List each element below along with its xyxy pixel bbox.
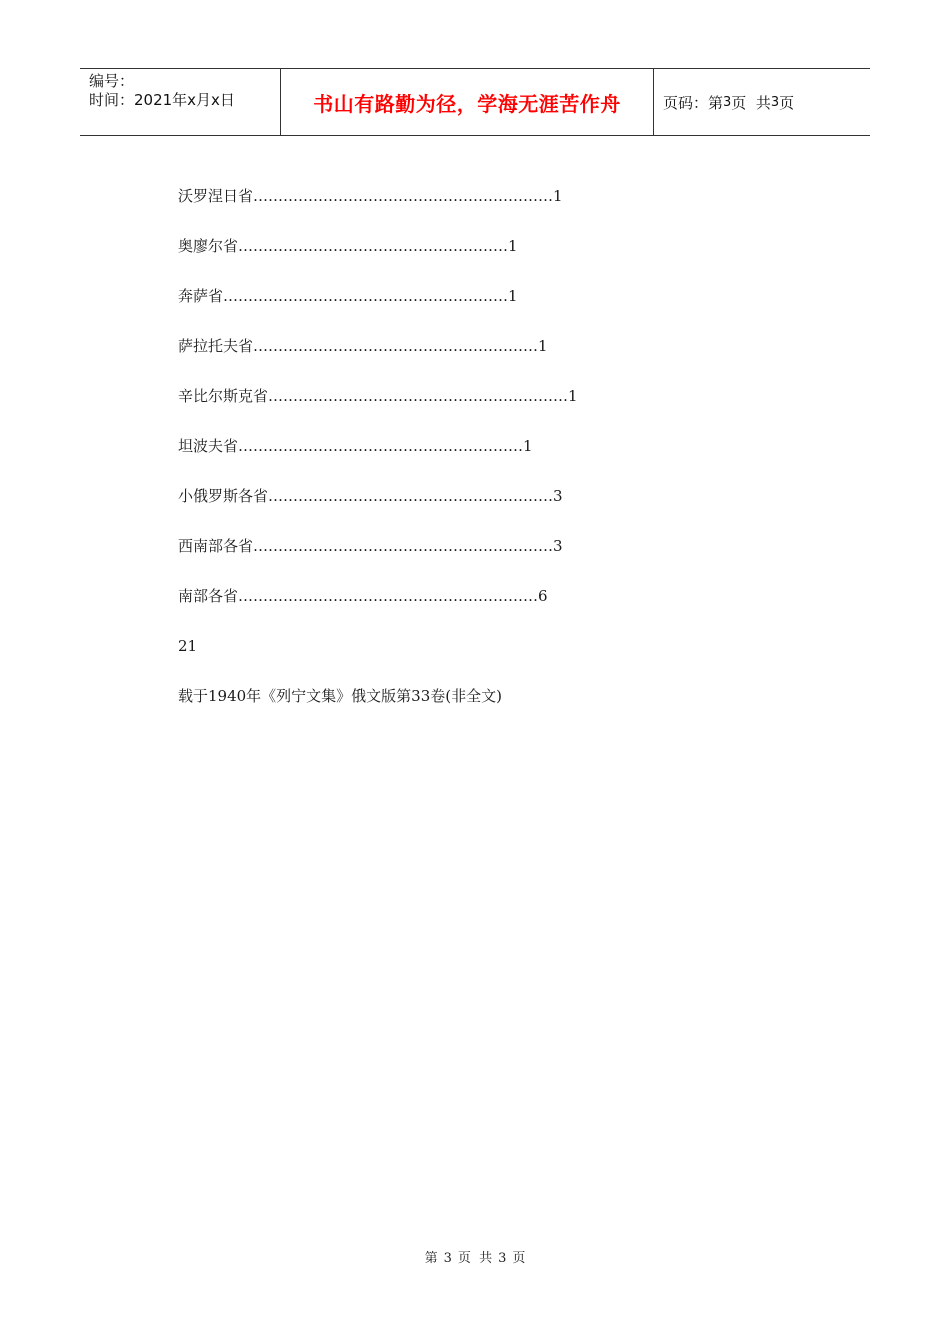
toc-page: 3: [553, 487, 563, 505]
footer-prefix: 第: [424, 1251, 438, 1266]
toc-page: 1: [553, 187, 563, 205]
page-footer: [0, 1247, 950, 1266]
toc-entry: [178, 286, 578, 336]
toc-entry: [178, 486, 578, 536]
toc-entry: [178, 386, 578, 436]
toc-page: 1: [568, 387, 578, 405]
page-label-mid: 页 共: [731, 93, 771, 112]
toc-title: 南部各省: [178, 587, 239, 605]
toc-title: 奥廖尔省: [178, 237, 239, 255]
page-total: 3: [770, 94, 780, 110]
toc-page: 1: [508, 287, 518, 305]
toc-leader: ……………………………………………………: [253, 187, 554, 205]
toc-page: 1: [523, 437, 533, 455]
page-number-cell: [654, 69, 870, 135]
footer-suffix: 页: [512, 1251, 526, 1266]
table-of-contents: [178, 186, 578, 736]
motto-text: 书山有路勤为径，学海无涯苦作舟: [313, 91, 621, 116]
toc-leader: …………………………………………………: [253, 337, 539, 355]
motto-cell: [281, 69, 654, 135]
toc-title: 西南部各省: [178, 537, 254, 555]
time-label: 时间：2021年x月x日: [89, 91, 235, 109]
footer-mid: 页 共: [457, 1251, 493, 1266]
toc-title: 沃罗涅日省: [178, 187, 254, 205]
toc-title: 坦波夫省: [178, 437, 239, 455]
toc-entry: [178, 586, 578, 636]
toc-page: 1: [508, 237, 518, 255]
toc-leader: ……………………………………………………: [268, 387, 569, 405]
toc-leader: ……………………………………………………: [253, 537, 554, 555]
page-marker: 21: [178, 637, 198, 655]
toc-entry: [178, 336, 578, 386]
toc-leader: …………………………………………………: [238, 437, 524, 455]
toc-entry: [178, 236, 578, 286]
footer-current: 3: [443, 1251, 452, 1266]
toc-page: 3: [553, 537, 563, 555]
toc-entry: [178, 536, 578, 586]
code-label: 编号：: [89, 72, 135, 90]
toc-leader: …………………………………………………: [268, 487, 554, 505]
toc-page: 1: [538, 337, 548, 355]
header-info-cell: [80, 69, 281, 135]
footer-total: 3: [498, 1251, 507, 1266]
toc-title: 辛比尔斯克省: [178, 387, 269, 405]
source-note: 载于1940年《列宁文集》俄文版第33卷(非全文): [178, 687, 502, 705]
toc-title: 萨拉托夫省: [178, 337, 254, 355]
page-label-suffix: 页: [779, 93, 795, 112]
toc-title: 小俄罗斯各省: [178, 487, 269, 505]
toc-leader: ………………………………………………: [238, 237, 509, 255]
toc-page: 6: [538, 587, 548, 605]
toc-entry: [178, 186, 578, 236]
page-current: 3: [723, 94, 732, 110]
toc-leader: ……………………………………………………: [238, 587, 539, 605]
page-label-prefix: 页码：第: [663, 93, 724, 112]
toc-entry: [178, 436, 578, 486]
page-header: [80, 68, 870, 136]
toc-leader: …………………………………………………: [223, 287, 509, 305]
toc-title: 奔萨省: [178, 287, 224, 305]
